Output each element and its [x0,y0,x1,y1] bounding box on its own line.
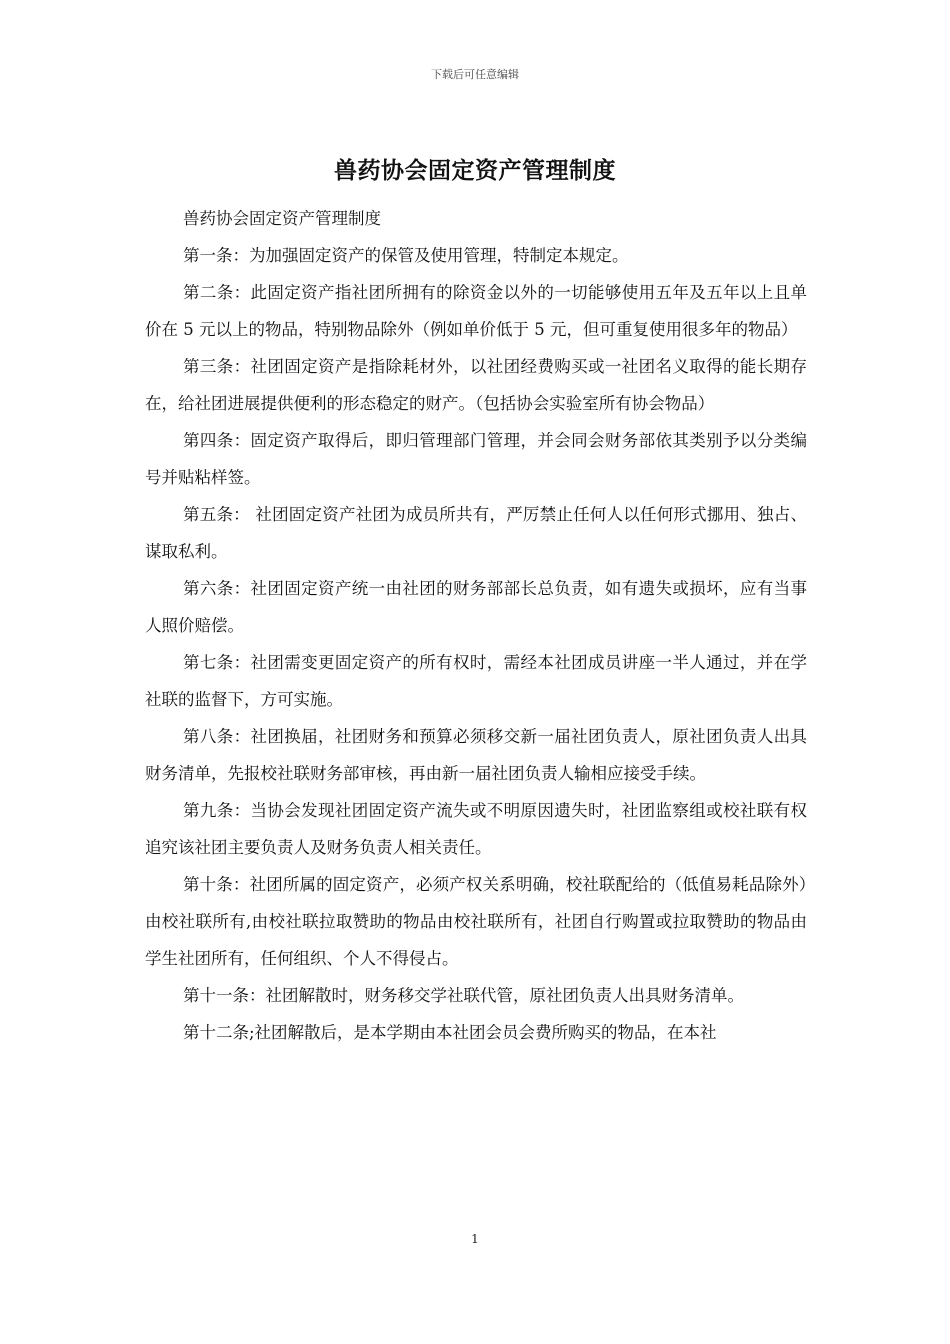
paragraph-article-4: 第四条：固定资产取得后，即归管理部门管理，并会同会财务部依其类别予以分类编号并贴粘样签。 [145,431,807,487]
paragraph-article-9: 第九条：当协会发现社团固定资产流失或不明原因遗失时，社团监察组或校社联有权追究该社团主要负责人及财务负责人相关责任。 [145,801,807,857]
paragraph-article-8: 第八条：社团换届，社团财务和预算必须移交新一届社团负责人，原社团负责人出具财务清单，先报校社联财务部审核，再由新一届社团负责人输相应接受手续。 [145,727,807,783]
page-number: 1 [471,1232,479,1246]
paragraph-article-1: 第一条：为加强固定资产的保管及使用管理，特制定本规定。 [183,246,629,265]
paragraph-article-11: 第十一条：社团解散时，财务移交学社联代管，原社团负责人出具财务清单。 [183,986,744,1005]
paragraph-article-12: 第十二条;社团解散后，是本学期由本社团会员会费所购买的物品，在本社 [183,1023,717,1042]
paragraph-article-6: 第六条：社团固定资产统一由社团的财务部部长总负责，如有遗失或损坏，应有当事人照价赔偿。 [145,579,807,635]
paragraph-article-5: 第五条： 社团固定资产社团为成员所共有，严厉禁止任何人以任何形式挪用、独占、谋取私利。 [145,505,807,561]
paragraph-article-3: 第三条：社团固定资产是指除耗材外，以社团经费购买或一社团名义取得的能长期存在，给社团进展提供便利的形态稳定的财产。（包括协会实验室所有协会物品） [145,357,807,413]
paragraph-article-10: 第十条：社团所属的固定资产，必须产权关系明确，校社联配给的（低值易耗品除外）由校社联所有,由校社联拉取赞助的物品由校社联所有，社团自行购置或拉取赞助的物品由学生社团所有，任何组织、个人不得侵占。 [145,875,807,968]
paragraph-article-2: 第二条：此固定资产指社团所拥有的除资金以外的一切能够使用五年及五年以上且单价在 5 元以上的物品，特别物品除外（例如单价低于 5 元，但可重复使用很多年的物品） [145,283,807,339]
paragraph-article-7: 第七条：社团需变更固定资产的所有权时，需经本社团成员讲座一半人通过，并在学社联的监督下，方可实施。 [145,653,807,709]
document-body [145,200,807,1051]
document-title: 兽药协会固定资产管理制度 [334,157,616,184]
paragraph-subtitle: 兽药协会固定资产管理制度 [183,209,381,228]
header-note: 下载后可任意编辑 [431,68,519,81]
